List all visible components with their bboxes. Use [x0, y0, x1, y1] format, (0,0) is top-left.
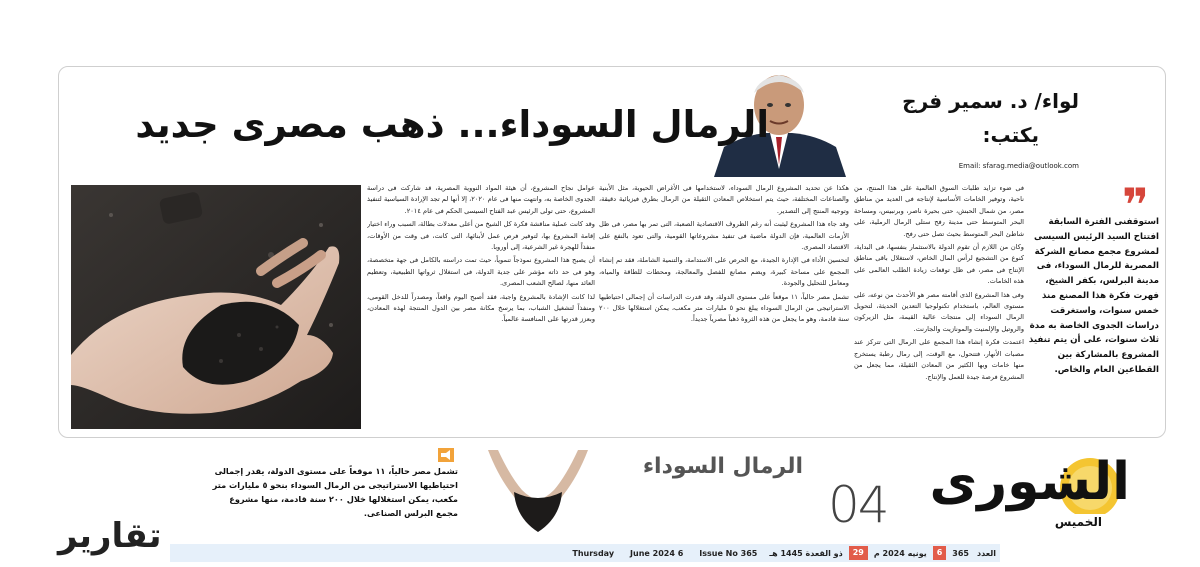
footer-strip — [170, 544, 1000, 562]
article-column-2 — [599, 183, 849, 433]
date-en: 6 June 2024 — [630, 548, 684, 558]
paragraph: تشمل مصر حالياً، ١١ موقعاً على مستوى الدولة، وقد قدرت الدراسات أن إجمالى احتياطيها الاستراتيجى من الرمال السوداء يبلغ نحو ٥ مليارات متر مكعب، يمكن استغلالها خلال ٢٠٠ سنة قادمة، وهو ما يجعل من هذه الثروة ذهباً مصرياً جديداً. — [599, 292, 849, 324]
paragraph: عوامل نجاح المشروع، أن هيئة المواد النووية المصرية، قد شاركت فى دراسة الجدوى الخاصة به، وانتهت منها فى عام ٢٠٢٠، إلا أنها لم تجد الإرادة السياسية لتنفيذ المشروع، حتى تولى الرئيس عبد الفتاح السيسى الحكم فى عام ٢٠١٤. — [367, 184, 595, 215]
byline-label: يكتب: — [982, 123, 1039, 147]
masthead-logo — [896, 442, 1166, 542]
author-email: Email: sfarag.media@outlook.com — [958, 162, 1079, 170]
paragraph: فى ضوء تزايد طلبات السوق العالمية على هذا المنتج، من ناحية، وتوفير الخامات الأساسية لإنتاجه فى العديد من مناطق مصر، من شمال الحبش، حتى بحيرة ناصر، وبرنبيس، ومساحة البحر المتوسط حتى مدينة رفح ستلى الرمال الرملية، على شاطئ البحر المتوسط بحيث تصل حتى رفح. — [854, 184, 1024, 238]
logo-day: الخميس — [1054, 515, 1102, 529]
logo-text: الشورى — [929, 452, 1130, 512]
issue-number-ar: 365 — [952, 548, 969, 558]
issue-label-ar: العدد — [977, 548, 996, 558]
promo-text: تشمل مصر حالياً، ١١ موقعاً على مستوى الدولة، يقدر إجمالى احتياطيها الاستراتيجى من الرمال السوداء بنحو ٥ مليارات متر مكعب، يمكن استغلالها خلال ٢٠٠ سنة قادمة، منها مشروع مجمع البرلس الصناعى. — [212, 466, 458, 518]
article-column-3 — [367, 183, 595, 433]
promo-title: الرمال السوداء — [642, 454, 803, 479]
hijri-date: ذو القعدة 1445 هـ — [769, 548, 843, 558]
paragraph: اعتمدت فكرة إنشاء هذا المجمع على الرمال التى تتركز عند مصبات الأنهار، فتتحول، مع الوقت، إلى رمال رطبة يستخرج منها خامات وبها الكثير من المعادن الثقيلة، مما يجعل من المشروع فرصة جيدة للعمل والإنتاج. — [854, 338, 1024, 381]
article-frame — [58, 66, 1166, 438]
black-sand-hand-photo — [71, 185, 361, 429]
paragraph: لذا كانت الإشادة بالمشروع واجبة، فقد أصبح اليوم واقعاً، ومصدراً للدخل القومى، ومنفذاً لتشغيل الشباب، بما يرسخ مكانة مصر بين الدول المنتجة لهذه المعادن، وبعزز قدرتها على المنافسة عالمياً. — [367, 292, 595, 324]
author-name: لواء/ د. سمير فرج — [902, 89, 1079, 113]
paragraph: هكذا عن تحديد المشروع الرمال السوداء، لاستخدامها فى الأغراض الحيوية، مثل الأبنية والصناعات المختلفة، حيث يتم استخلاص المعادن الثقيلة من الرمال بطرق فيزيائية دقيقة، وتوجيه المنتج إلى التصدير. — [599, 184, 849, 215]
hands-pouring-sand-photo — [468, 446, 608, 536]
pull-quote: استوقفنى الفترة السابقة افتتاح السيد الرئيس السيسى لمشروع مجمع مصانع الشركة المصرية للرمال السوداء، فى مدينة البرلس، بكفر الشيخ، فهرت فكرة هذا المصنع منذ خمس سنوات، واستغرقت دراسات الجدوى الخاصة به مدة ثلاث سنوات، على أن يتم تنفيذ المشروع بالمشاركة بين القطاعين العام والخاص. — [1028, 217, 1159, 375]
headline: الرمال السوداء... ذهب مصرى جديد — [135, 103, 769, 146]
issue-en: Issue No 365 — [699, 548, 758, 558]
paragraph: وقد كانت عملية مناقشة فكرة كل الشيخ من أعلى معدلات بطالة، السبب وراء اختيار إقامة المشروع بها، لتوفير فرص عمل لأبنائها، التى كانت، فى وقت من الأوقات، منفذاً للهجرة غير الشرعية، إلى أوروبا. — [367, 220, 595, 252]
article-column-1 — [854, 183, 1024, 433]
hijri-number: 29 — [849, 546, 868, 560]
paragraph: لتحسين الأداء فى الإدارة الجيدة، مع الحرص على الاستدامة، والتنمية الشاملة، فقد تم إنشاء المجمع على مساحة كبيرة، ويضم مصانع للفصل والمعالجة، ومحطات للطاقة والمياه، ومعامل للتحليل والجودة. — [599, 256, 849, 288]
paragraph: وقد جاء هذا المشروع ليثبت أنه رغم الظروف الاقتصادية الصعبة، التى تمر بها مصر، فى ظل الأزمات العالمية، فإن الدولة ماضية فى تنفيذ مشروعاتها القومية، والتى تعود بالنفع على الاقتصاد المصرى. — [599, 220, 849, 252]
day-en: Thursday — [572, 548, 615, 558]
date-ar: يونيه 2024 م — [873, 548, 927, 558]
section-label: تقارير — [58, 516, 162, 556]
megaphone-icon — [438, 448, 454, 462]
paragraph: أن يصبح هذا المشروع نموذجاً تنموياً، حيث تمت دراسته بالكامل فى جهة متخصصة، وهو فى حد ذاته مؤشر على جدية الدولة، فى استغلال ثرواتها الطبيعية، وتعظيم العائد منها، لصالح الشعب المصرى. — [367, 256, 595, 288]
day-number: 6 — [933, 546, 947, 560]
paragraph: وفى هذا المشروع الذى أقامته مصر هو الأحدث من نوعه، على مستوى العالم، باستخدام تكنولوجيا التعدين الحديثة، لتحويل الرمال السوداء إلى منتجات عالية القيمة، مثل الزيركون والروتيل والإلمنيت والمونازيت والجارنت. — [854, 290, 1024, 333]
paragraph: وكان من اللازم أن تقوم الدولة بالاستثمار بنفسها، فى البداية، كنوع من التشجيع لرأس المال الخاص، لاستغلال باقى مناطق الإنتاج فى مصر، فى ظل توقعات زيادة الطلب العالمى على هذه الخامات. — [854, 243, 1024, 286]
page-number: 04 — [828, 476, 888, 534]
quote-mark-icon: ❞ — [1122, 178, 1149, 232]
